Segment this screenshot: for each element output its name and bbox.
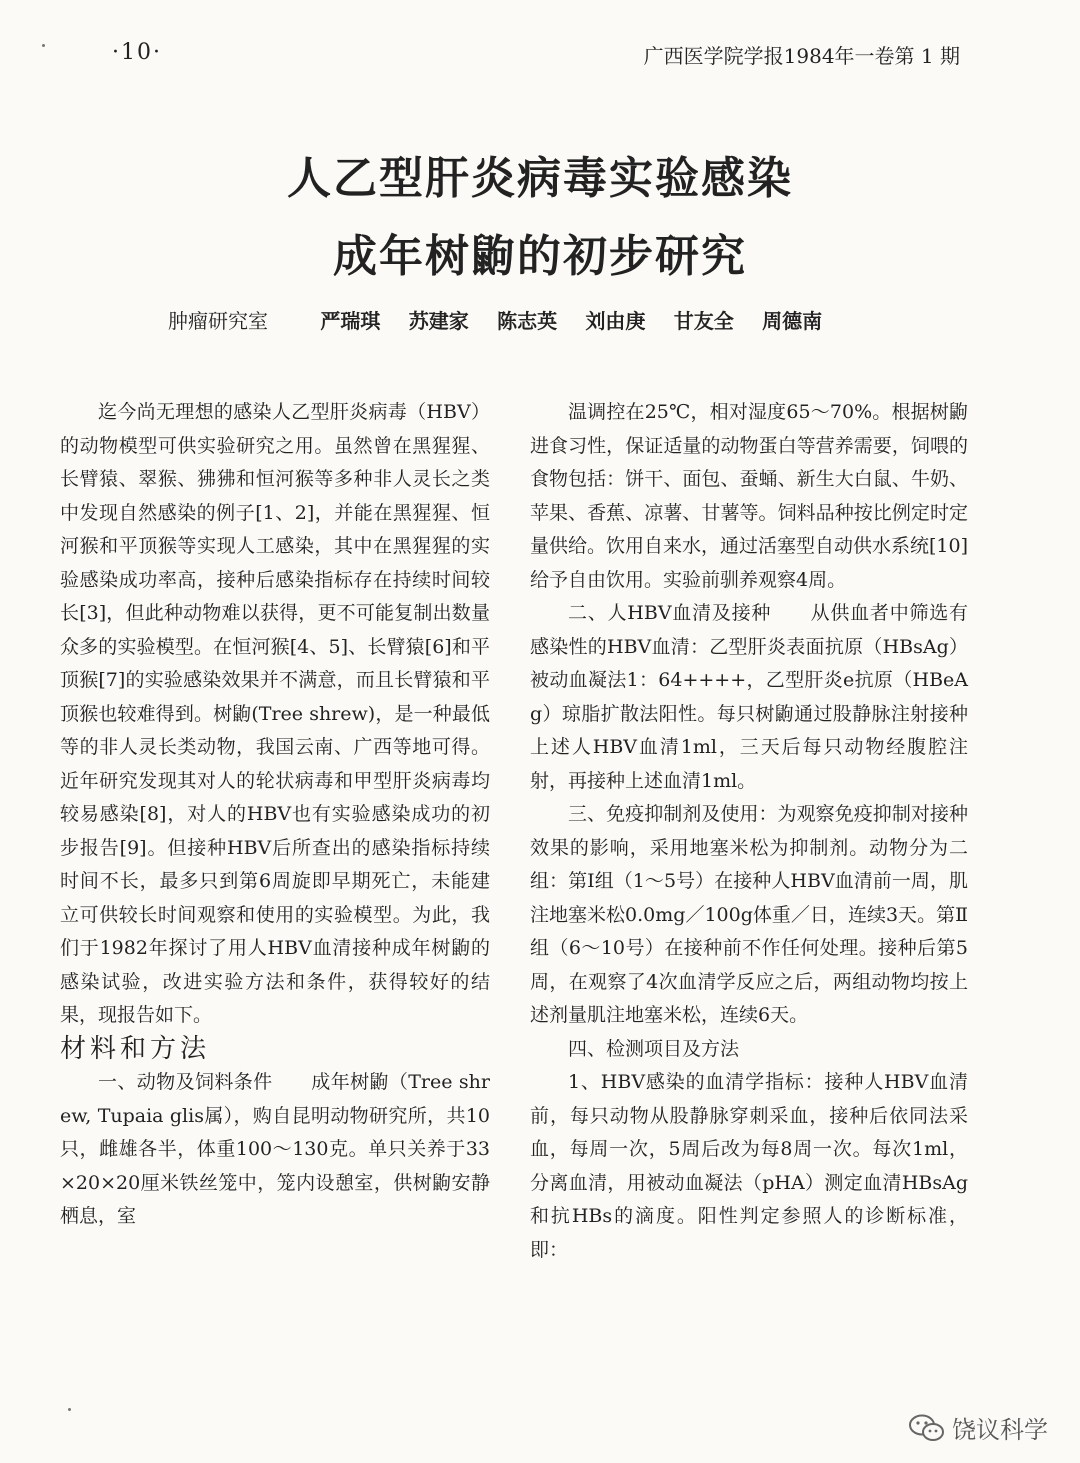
author-name: 陈志英 xyxy=(497,309,558,333)
journal-header: 广西医学院学报1984年一卷第 1 期 xyxy=(643,44,960,68)
scan-speck xyxy=(42,44,45,47)
scan-speck xyxy=(68,1408,71,1411)
wechat-icon xyxy=(908,1413,946,1443)
body-paragraph: 三、免疫抑制剂及使用：为观察免疫抑制对接种效果的影响，采用地塞米松为抑制剂。动物分为二组：第Ⅰ组（1～5号）在接种人HBV血清前一周，肌注地塞米松0.0mg／100g体重／日，连续3天。第Ⅱ组（6～10号）在接种前不作任何处理。接种后第5周，在观察了4次血清学反应之后，两组动物均按上述剂量肌注地塞米松，连续6天。 xyxy=(530,803,968,1026)
intro-paragraph: 迄今尚无理想的感染人乙型肝炎病毒（HBV）的动物模型可供实验研究之用。虽然曾在黑猩猩、长臂猿、翠猴、狒狒和恒河猴等多种非人灵长之类中发现自然感染的例子[1、2]，并能在黑猩猩、恒河猴和平顶猴等实现人工感染，其中在黑猩猩的实验感染成功率高，接种后感染指标存在持续时间较长[3]，但此种动物难以获得，更不可能复制出数量众多的实验模型。在恒河猴[4、5]、长臂猿[6]和平顶猴[7]的实验感染效果并不满意，而且长臂猿和平顶猴也较难得到。树鼩(Tree shrew)，是一种最低等的非人灵长类动物，我国云南、广西等地可得。近年研究发现其对人的轮状病毒和甲型肝炎病毒均较易感染[8]，对人的HBV也有实验感染成功的初步报告[9]。但接种HBV后所查出的感染指标持续时间不长，最多只到第6周旋即早期死亡，未能建立可供较长时间观察和使用的实验模型。为此，我们于1982年探讨了用人HBV血清接种成年树鼩的感染试验，改进实验方法和条件，获得较好的结果，现报告如下。 xyxy=(60,401,490,1026)
institution: 肿瘤研究室 xyxy=(168,309,268,333)
title-line-2: 成年树鼩的初步研究 xyxy=(333,231,747,282)
author-name: 苏建家 xyxy=(408,309,469,333)
section-heading: 材料和方法 xyxy=(60,1033,211,1064)
body-paragraph: 四、检测项目及方法 xyxy=(568,1037,740,1060)
title-line-1: 人乙型肝炎病毒实验感染 xyxy=(287,153,793,204)
author-name: 刘由庚 xyxy=(585,309,646,333)
watermark xyxy=(908,1410,1048,1445)
left-column xyxy=(60,396,490,1234)
watermark-text: 饶议科学 xyxy=(952,1416,1048,1444)
right-column xyxy=(530,396,968,1267)
author-name: 严瑞琪 xyxy=(320,309,381,333)
author-line xyxy=(168,305,844,334)
author-name: 甘友全 xyxy=(673,309,734,333)
body-paragraph: 温调控在25℃，相对湿度65～70%。根据树鼩进食习性，保证适量的动物蛋白等营养需要，饲喂的食物包括：饼干、面包、蚕蛹、新生大白鼠、牛奶、苹果、香蕉、凉薯、甘薯等。饲料品种按比例定时定量供给。饮用自来水，通过活塞型自动供水系统[10]给予自由饮用。实验前驯养观察4周。 xyxy=(530,401,969,591)
body-paragraph: 1、HBV感染的血清学指标：接种人HBV血清前，每只动物从股静脉穿刺采血，接种后依同法采血，每周一次，5周后改为每8周一次。每次1ml，分离血清，用被动血凝法（pHA）测定血清HBsAg和抗HBs的滴度。阳性判定参照人的诊断标准，即： xyxy=(530,1071,968,1261)
page-number: ·10· xyxy=(112,40,162,65)
methods-paragraph-1: 一、动物及饲料条件 成年树鼩（Tree shrew, Tupaia glis属），购自昆明动物研究所，共10只，雌雄各半，体重100～130克。单只关养于33×20×20厘米铁丝笼中，笼内设憩室，供树鼩安静栖息，室 xyxy=(60,1071,490,1227)
author-name: 周德南 xyxy=(762,309,823,333)
body-paragraph: 二、人HBV血清及接种 从供血者中筛选有感染性的HBV血清：乙型肝炎表面抗原（HBsAg）被动血凝法1：64++++，乙型肝炎e抗原（HBeAg）琼脂扩散法阳性。每只树鼩通过股静脉注射接种上述人HBV血清1ml，三天后每只动物经腹腔注射，再接种上述血清1ml。 xyxy=(530,602,968,792)
